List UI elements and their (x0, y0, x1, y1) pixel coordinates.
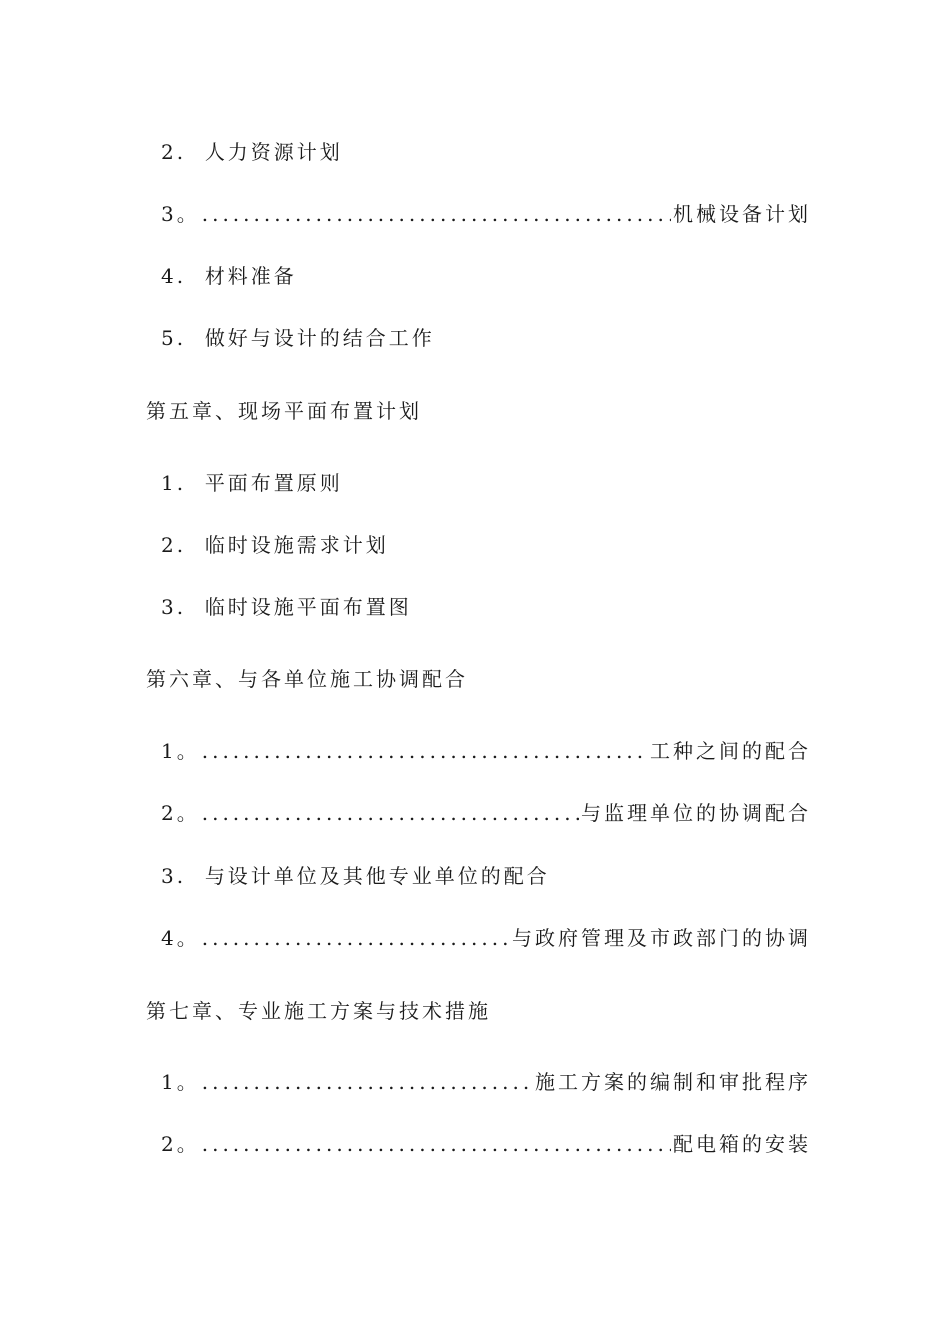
toc-item (161, 137, 343, 167)
dot-leader (202, 798, 579, 828)
item-number: 2。 (161, 1132, 200, 1156)
item-title: 做好与设计的结合工作 (204, 326, 435, 350)
toc-item (161, 861, 550, 891)
item-title: 材料准备 (204, 264, 297, 288)
item-number: 5. (161, 326, 187, 350)
item-title: 平面布置原则 (204, 471, 343, 495)
dot-leader (202, 1067, 533, 1097)
item-title: 与政府管理及市政部门的协调 (512, 926, 811, 950)
chapter-heading (146, 996, 491, 1026)
toc-item (161, 468, 343, 498)
dot-leader (202, 1129, 671, 1159)
item-title: 临时设施需求计划 (204, 533, 389, 557)
toc-item (161, 323, 435, 353)
toc-item (161, 261, 297, 291)
item-title: 人力资源计划 (204, 140, 343, 164)
item-title: 临时设施平面布置图 (204, 595, 412, 619)
toc-entry-dotted (161, 736, 811, 766)
item-number: 2。 (161, 801, 200, 825)
toc-item (161, 530, 389, 560)
item-title: 施工方案的编制和审批程序 (535, 1070, 811, 1094)
item-title: 配电箱的安装 (673, 1132, 811, 1156)
item-number: 2. (161, 533, 187, 557)
item-number: 4。 (161, 926, 200, 950)
toc-entry-dotted (161, 1129, 811, 1159)
chapter-title: 第六章、与各单位施工协调配合 (146, 667, 468, 691)
item-number: 3. (161, 864, 187, 888)
item-number: 2. (161, 140, 187, 164)
chapter-title: 第五章、现场平面布置计划 (146, 399, 422, 423)
toc-item (161, 592, 412, 622)
item-title: 机械设备计划 (673, 202, 811, 226)
toc-entry-dotted (161, 1067, 811, 1097)
item-number: 4. (161, 264, 187, 288)
chapter-title: 第七章、专业施工方案与技术措施 (146, 999, 491, 1023)
item-number: 3. (161, 595, 187, 619)
toc-entry-dotted (161, 798, 811, 828)
dot-leader (202, 923, 510, 953)
dot-leader (202, 199, 671, 229)
chapter-heading (146, 664, 468, 694)
item-number: 3。 (161, 202, 200, 226)
toc-entry-dotted (161, 923, 811, 953)
item-title: 与设计单位及其他专业单位的配合 (204, 864, 550, 888)
chapter-heading (146, 396, 422, 426)
item-title: 工种之间的配合 (650, 739, 811, 763)
toc-entry-dotted (161, 199, 811, 229)
item-number: 1. (161, 471, 187, 495)
dot-leader (202, 736, 648, 766)
item-title: 与监理单位的协调配合 (581, 801, 811, 825)
item-number: 1。 (161, 1070, 200, 1094)
item-number: 1。 (161, 739, 200, 763)
